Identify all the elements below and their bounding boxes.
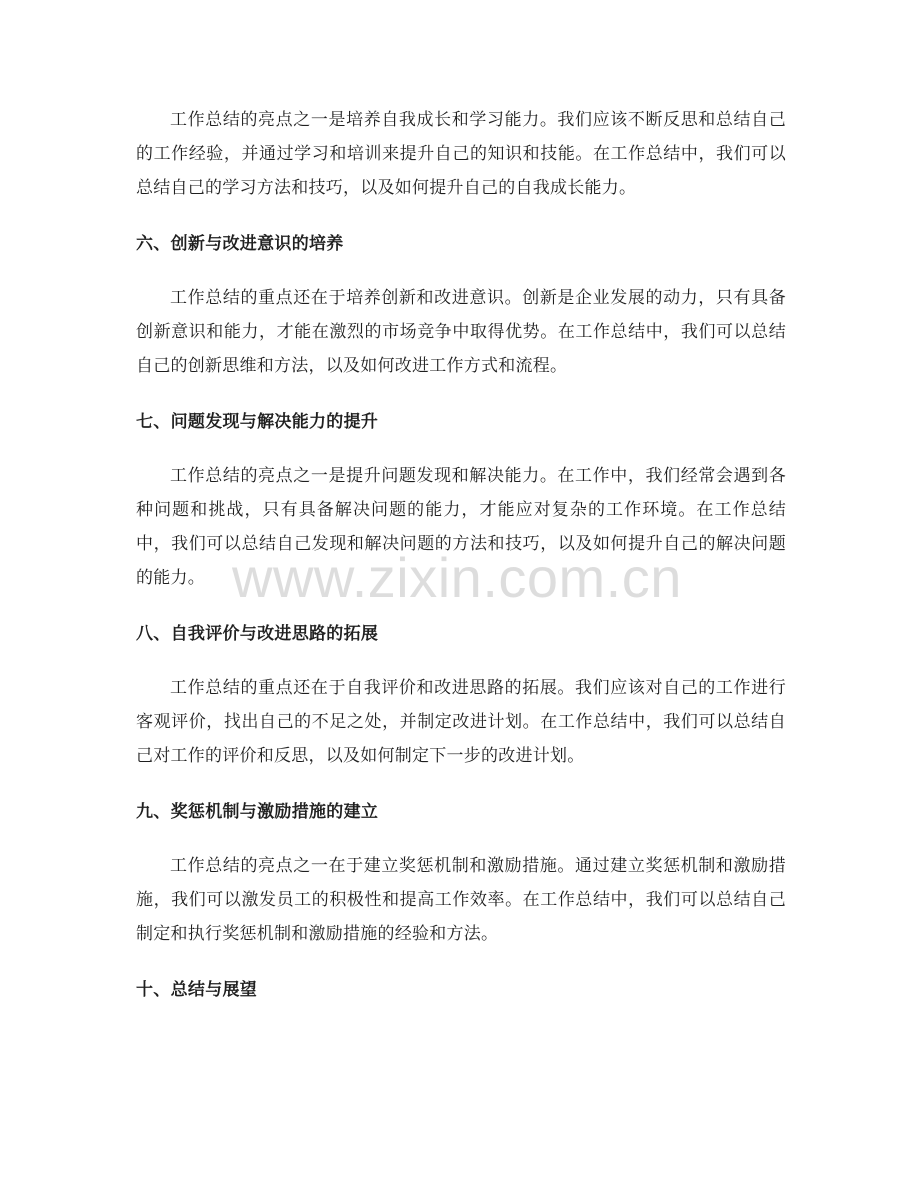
section-heading-7: 七、问题发现与解决能力的提升 bbox=[136, 412, 379, 432]
document-body bbox=[136, 103, 786, 1007]
paragraph-self-evaluation: 工作总结的重点还在于自我评价和改进思路的拓展。我们应该对自己的工作进行客观评价，找出自己的不足之处，并制定改进计划。在工作总结中，我们可以总结自己对工作的评价和反思，以及如何制定下一步的改进计划。 bbox=[136, 678, 786, 766]
section-heading-9: 九、奖惩机制与激励措施的建立 bbox=[136, 802, 379, 822]
paragraph-innovation: 工作总结的重点还在于培养创新和改进意识。创新是企业发展的动力，只有具备创新意识和能力，才能在激烈的市场竞争中取得优势。在工作总结中，我们可以总结自己的创新思维和方法，以及如何改进工作方式和流程。 bbox=[136, 288, 786, 376]
paragraph-incentives: 工作总结的亮点之一在于建立奖惩机制和激励措施。通过建立奖惩机制和激励措施，我们可以激发员工的积极性和提高工作效率。在工作总结中，我们可以总结自己制定和执行奖惩机制和激励措施的经验和方法。 bbox=[136, 856, 786, 944]
section-heading-10: 十、总结与展望 bbox=[136, 980, 258, 1000]
paragraph-self-growth: 工作总结的亮点之一是培养自我成长和学习能力。我们应该不断反思和总结自己的工作经验，并通过学习和培训来提升自己的知识和技能。在工作总结中，我们可以总结自己的学习方法和技巧，以及如何提升自己的自我成长能力。 bbox=[136, 110, 786, 198]
site-watermark: www.zixin.com.cn bbox=[232, 546, 682, 609]
paragraph-problem-solving: 工作总结的亮点之一是提升问题发现和解决能力。在工作中，我们经常会遇到各种问题和挑战，只有具备解决问题的能力，才能应对复杂的工作环境。在工作总结中，我们可以总结自己发现和解决问题的方法和技巧，以及如何提升自己的解决问题的能力。 bbox=[136, 466, 786, 588]
section-heading-6: 六、创新与改进意识的培养 bbox=[136, 234, 344, 254]
section-heading-8: 八、自我评价与改进思路的拓展 bbox=[136, 624, 379, 644]
